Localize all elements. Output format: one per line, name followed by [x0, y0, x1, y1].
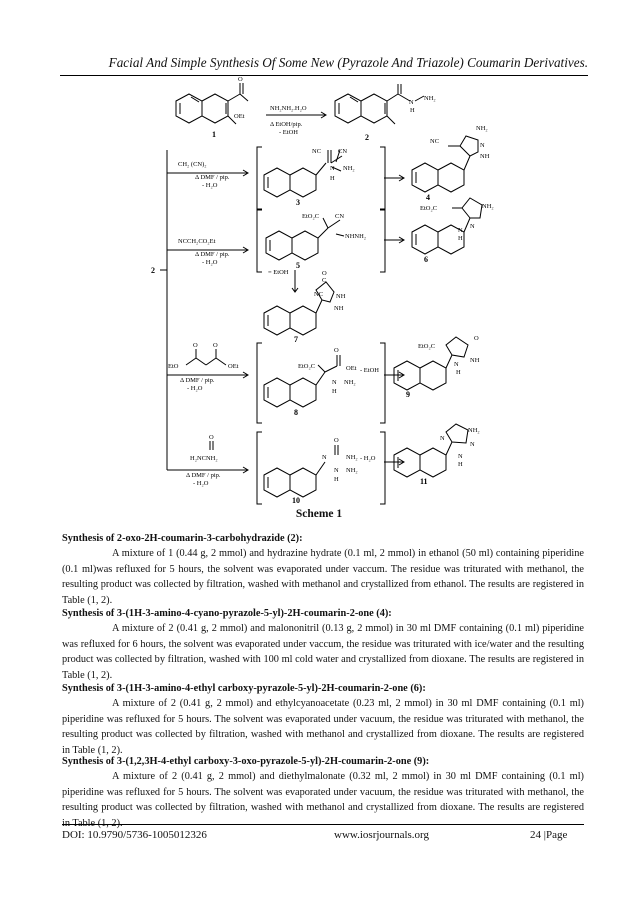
compound-number-11: 11: [420, 477, 428, 486]
label-nh2-6: NH₂: [482, 203, 494, 210]
label-o-8: O: [334, 347, 339, 354]
label-o-10: O: [334, 437, 339, 444]
section-title: Synthesis of 3-(1H-3-amino-4-ethyl carboxy-pyrazole-5-yl)-2H-coumarin-2-one (6):: [62, 683, 426, 694]
label-n2-6: N: [458, 227, 463, 234]
label-nc-4: NC: [430, 138, 440, 145]
cond-dmf-2: Δ DMF / pip.: [195, 251, 230, 258]
compound-number-8: 8: [294, 408, 298, 417]
label-n-11a: N: [440, 435, 445, 442]
label-nh2-11: NH₂: [468, 427, 480, 434]
compound-number-1: 1: [212, 130, 216, 139]
label-o-urea: O: [209, 434, 214, 441]
label-eto2c-8: EtO₂C: [298, 363, 316, 370]
section-body: A mixture of 2 (0.41 g, 2 mmol) and diethylmalonate (0.32 ml, 2 mmol) in 30 ml DMF containing (0.1 ml) piperidine was refluxed for 5 hours. The solvent was evaporated under vacuum, the residue was triturated with methanol, the resulting product was collected by filtration, washed with methanol and crystallized from dioxane. The results are registered in Table (1, 2).: [62, 771, 584, 829]
label-n-9: N: [454, 361, 459, 368]
label-o-r2: O: [213, 342, 218, 349]
elim-h2o-5: - H₂O: [193, 480, 209, 487]
label-h-11: H: [458, 461, 463, 468]
label-oet-r: OEt: [228, 363, 239, 370]
reagent-malononitrile: CH₂ (CN)₂: [178, 161, 207, 168]
label-n-10a: N: [322, 454, 327, 461]
elim-etoh: - EtOH: [279, 129, 298, 136]
label-h-10: H: [334, 476, 339, 483]
cond-etoh-pip: Δ EtOH/pip.: [270, 121, 303, 128]
section-body: A mixture of 2 (0.41 g, 2 mmol) and ethylcyanoacetate (0.23 ml, 2 mmol) in 30 ml DMF containing (0.1 ml) piperidine was refluxed for 5 hours. The solvent was evaporated under vacuum, the residue was triturated with methanol, the resulting product was collected by filtration, washed with methanol and crystallized from dioxane. The results are registered in Table (1, 2).: [62, 698, 584, 756]
label-nh2-8: NH₂: [344, 379, 356, 386]
cond-dmf-4: Δ DMF / pip.: [180, 377, 215, 384]
label-nh-7a: NH: [336, 293, 346, 300]
label-eto2c-9: EtO₂C: [418, 343, 436, 350]
label-n-3: N: [330, 165, 335, 172]
compound-number-9: 9: [406, 390, 410, 399]
label-h-3: H: [330, 175, 335, 182]
label-oet-1: OEt: [234, 113, 245, 120]
label-h-9: H: [456, 369, 461, 376]
footer-doi: DOI: 10.9790/5736-1005012326: [62, 829, 207, 841]
section-compound-2: [62, 531, 584, 608]
label-o-9: O: [474, 335, 479, 342]
label-o-7: O: [322, 270, 327, 277]
compound-number-5: 5: [296, 261, 300, 270]
compound-number-2-branch: 2: [151, 266, 155, 275]
label-minus-etoh: - EtOH: [360, 367, 379, 374]
reagent-hydrazine: NH₂NH₂.H₂O: [270, 105, 307, 112]
scheme-caption: Scheme 1: [295, 508, 343, 520]
reagent-urea: H₂NCNH₂: [190, 455, 218, 462]
label-etoh-elim: = EtOH: [268, 269, 289, 276]
label-nc-7: NC: [314, 291, 324, 298]
label-eto2c-6: EtO₂C: [420, 205, 438, 212]
label-n-8: N: [332, 379, 337, 386]
section-title: Synthesis of 3-(1,2,3H-4-ethyl carboxy-3-oxo-pyrazole-5-yl)-2H-coumarin-2-one (9):: [62, 756, 430, 767]
label-c-7: C: [322, 277, 327, 284]
compound-number-3: 3: [296, 198, 300, 207]
compound-number-6: 6: [424, 255, 428, 264]
section-compound-4: [62, 606, 584, 683]
label-nh2-2: NH₂: [424, 95, 436, 102]
label-cn-5: CN: [335, 213, 345, 220]
label-minus-h2o: - H₂O: [360, 455, 376, 462]
label-nc-3: NC: [312, 148, 322, 155]
label-h-8: H: [332, 388, 337, 395]
section-body: A mixture of 1 (0.44 g, 2 mmol) and hydrazine hydrate (0.1 ml, 2 mmol) in ethanol (50 ml) containing piperidine (0.1 ml)was refluxed for 5 hours, the solvent was evaporated under vaccum. The residue was triturated with methanol, the resulting product was collected by filtration, washed with methanol and crystallized from ethanol. The results are registered in Table (1, 2).: [62, 548, 584, 606]
label-h-2: H: [410, 107, 415, 114]
label-h-6: H: [458, 235, 463, 242]
label-n-10b: N: [334, 467, 339, 474]
label-nhnh2-5: NHNH₂: [345, 233, 367, 240]
label-o: O: [238, 76, 243, 83]
label-nh2-3: NH₂: [343, 165, 355, 172]
label-n-2: N: [409, 99, 414, 106]
label-eto-r: EtO: [168, 363, 179, 370]
label-n-4: N: [480, 142, 485, 149]
elim-h2o-2: - H₂O: [202, 259, 218, 266]
label-n-11c: N: [458, 453, 463, 460]
label-nh2-4: NH₂: [476, 125, 488, 132]
label-nh2-10b: NH₂: [346, 467, 358, 474]
compound-number-2: 2: [365, 133, 369, 142]
label-eto2c-5: EtO₂C: [302, 213, 320, 220]
section-compound-6: [62, 681, 584, 758]
label-oet-8: OEt: [346, 365, 357, 372]
footer-page-number: 24 |Page: [530, 829, 568, 841]
label-nh-4: NH: [480, 153, 490, 160]
label-n-6: N: [470, 223, 475, 230]
elim-h2o-1: - H₂O: [202, 182, 218, 189]
section-title: Synthesis of 2-oxo-2H-coumarin-3-carbohydrazide (2):: [62, 533, 303, 544]
footer-rule: [62, 824, 584, 825]
section-title: Synthesis of 3-(1H-3-amino-4-cyano-pyrazole-5-yl)-2H-coumarin-2-one (4):: [62, 608, 392, 619]
section-compound-9: [62, 754, 584, 831]
cond-dmf-5: Δ DMF / pip.: [186, 472, 221, 479]
label-nh-9: NH: [470, 357, 480, 364]
footer-site: www.iosrjournals.org: [334, 829, 430, 841]
label-nh2-10a: NH₂: [346, 454, 358, 461]
label-o-r1: O: [193, 342, 198, 349]
compound-number-7: 7: [294, 335, 298, 344]
elim-h2o-4: - H₂O: [187, 385, 203, 392]
cond-dmf-1: Δ DMF / pip.: [195, 174, 230, 181]
label-cn-3: CN: [338, 148, 348, 155]
section-body: A mixture of 2 (0.41 g, 2 mmol) and malononitril (0.13 g, 2 mmol) in 30 ml DMF containing (0.1 ml) piperidine was refluxed for 6 hours, the solvent was evaporated under vaccum, the residue was triturated with ice/water and the resulting product was collected by filtration, washed with 100 ml cold water and crystallized from dioxane. The results are registered in Table (1, 2).: [62, 623, 584, 681]
reagent-ethylcyanoacetate: NCCH₂CO₂Et: [178, 238, 216, 245]
label-nh-7b: NH: [334, 305, 344, 312]
compound-number-10: 10: [292, 496, 300, 505]
running-header: Facial And Simple Synthesis Of Some New (Pyrazole And Triazole) Coumarin Derivatives.: [108, 55, 588, 70]
compound-number-4: 4: [426, 193, 430, 202]
label-n-11b: N: [470, 441, 475, 448]
